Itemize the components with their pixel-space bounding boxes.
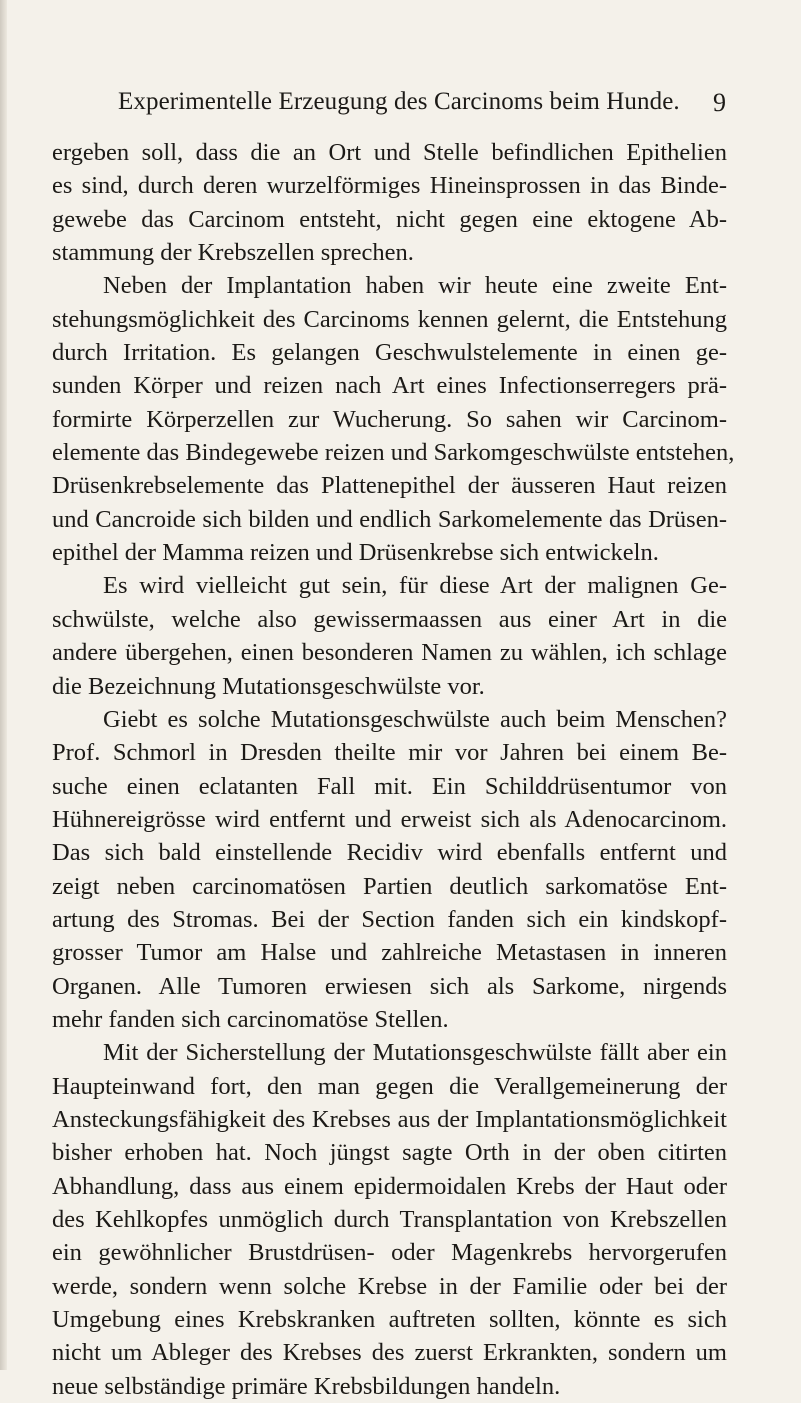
text-line: Giebt es solche Mutationsgeschwülste auch beim Menschen? xyxy=(103,705,727,733)
text-line: neue selbständige primäre Krebsbildungen handeln. xyxy=(52,1372,561,1400)
text-line: durch Irritation. Es gelangen Geschwulstelemente in einen ge- xyxy=(52,339,727,367)
text-line: Es wird vielleicht gut sein, für diese Art der malignen Ge- xyxy=(103,572,727,600)
text-line: ein gewöhnlicher Brustdrüsen- oder Magenkrebs hervorgerufen xyxy=(52,1239,727,1267)
text-line: Umgebung eines Krebskranken auftreten sollten, könnte es sich xyxy=(52,1306,727,1334)
text-line: schwülste, welche also gewissermaassen aus einer Art in die xyxy=(52,605,727,633)
running-head xyxy=(118,88,726,122)
text-line: sunden Körper und reizen nach Art eines Infectionserregers prä- xyxy=(52,372,727,400)
text-line: Organen. Alle Tumoren erwiesen sich als Sarkome, nirgends xyxy=(52,972,727,1000)
text-line: bisher erhoben hat. Noch jüngst sagte Orth in der oben citirten xyxy=(52,1139,727,1167)
text-line: gewebe das Carcinom entsteht, nicht gegen eine ektogene Ab- xyxy=(52,205,727,233)
text-line: ergeben soll, dass die an Ort und Stelle befindlichen Epithelien xyxy=(52,139,727,166)
text-line: werde, sondern wenn solche Krebse in der Familie oder bei der xyxy=(52,1272,727,1300)
page-gutter-edge xyxy=(0,0,7,1370)
text-line: des Kehlkopfes unmöglich durch Transplantation von Krebszellen xyxy=(52,1206,727,1233)
body-text xyxy=(52,136,735,1403)
text-line: artung des Stromas. Bei der Section fanden sich ein kindskopf- xyxy=(52,905,727,933)
text-line: die Bezeichnung Mutationsgeschwülste vor. xyxy=(52,672,485,700)
text-line: Drüsenkrebselemente das Plattenepithel der äusseren Haut reizen xyxy=(52,472,727,500)
page-number: 9 xyxy=(713,88,726,117)
text-line: Abhandlung, dass aus einem epidermoidalen Krebs der Haut oder xyxy=(52,1172,727,1200)
text-line: Haupteinwand fort, den man gegen die Verallgemeinerung der xyxy=(52,1072,727,1100)
text-line: grosser Tumor am Halse und zahlreiche Metastasen in inneren xyxy=(52,939,727,967)
text-line: zeigt neben carcinomatösen Partien deutlich sarkomatöse Ent- xyxy=(52,872,727,900)
text-line: andere übergehen, einen besonderen Namen zu wählen, ich schlage xyxy=(52,639,727,667)
text-line: Prof. Schmorl in Dresden theilte mir vor Jahren bei einem Be- xyxy=(52,739,727,767)
text-line: Ansteckungsfähigkeit des Krebses aus der Implantationsmöglichkeit xyxy=(52,1105,727,1133)
text-line: und Cancroide sich bilden und endlich Sarkomelemente das Drüsen- xyxy=(52,505,727,533)
text-line: Neben der Implantation haben wir heute eine zweite Ent- xyxy=(103,272,727,300)
text-line: Mit der Sicherstellung der Mutationsgeschwülste fällt aber ein xyxy=(103,1039,727,1067)
text-line: es sind, durch deren wurzelförmiges Hineinsprossen in das Binde- xyxy=(52,172,727,200)
running-title: Experimentelle Erzeugung des Carcinoms beim Hunde. xyxy=(118,88,680,115)
text-line: nicht um Ableger des Krebses des zuerst Erkrankten, sondern um xyxy=(52,1339,727,1367)
text-line: Hühnereigrösse wird entfernt und erweist sich als Adenocarcinom. xyxy=(52,805,727,833)
text-line: stehungsmöglichkeit des Carcinoms kennen gelernt, die Entstehung xyxy=(52,305,727,333)
text-line: elemente das Bindegewebe reizen und Sarkomgeschwülste entstehen, xyxy=(52,439,735,467)
text-line: formirte Körperzellen zur Wucherung. So sahen wir Carcinom- xyxy=(52,405,727,433)
text-line: Das sich bald einstellende Recidiv wird ebenfalls entfernt und xyxy=(52,839,727,867)
text-line: suche einen eclatanten Fall mit. Ein Schilddrüsentumor von xyxy=(52,772,727,800)
text-line: stammung der Krebszellen sprechen. xyxy=(52,239,414,267)
text-line: mehr fanden sich carcinomatöse Stellen. xyxy=(52,1005,449,1033)
text-line: epithel der Mamma reizen und Drüsenkrebse sich entwickeln. xyxy=(52,539,659,567)
